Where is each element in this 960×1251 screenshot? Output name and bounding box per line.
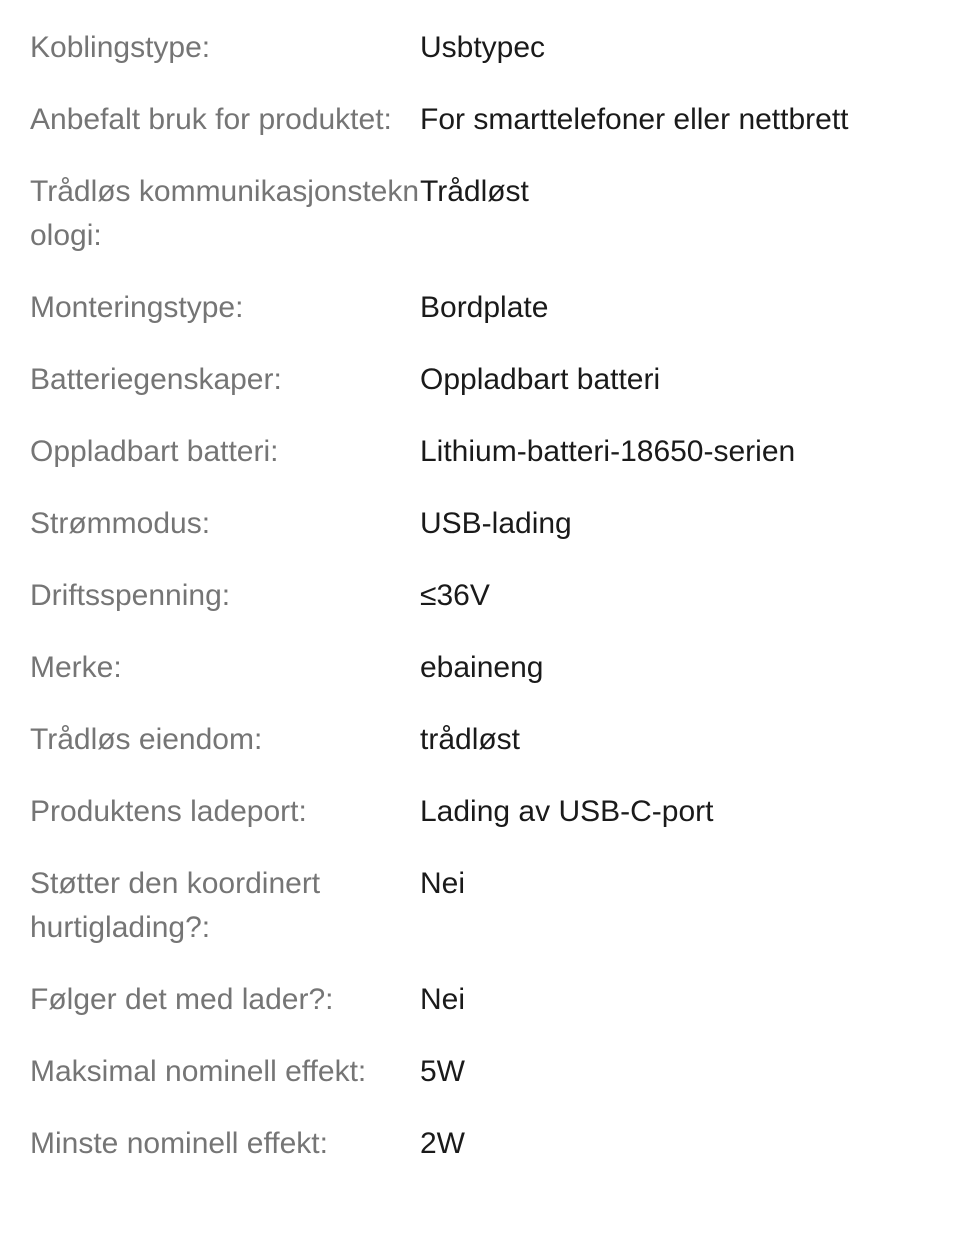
spec-row-brand — [30, 646, 930, 690]
spec-value: ≤36V — [420, 579, 490, 612]
spec-value: 5W — [420, 1055, 465, 1088]
spec-label: Koblingstype: — [30, 31, 211, 64]
spec-row-operating-voltage — [30, 574, 930, 618]
spec-label: Maksimal nominell effekt: — [30, 1055, 367, 1088]
spec-value: Oppladbart batteri — [420, 363, 661, 396]
spec-row-connection-type — [30, 26, 930, 70]
spec-label: Driftsspenning: — [30, 579, 231, 612]
spec-label: Trådløs eiendom: — [30, 723, 263, 756]
spec-value: Nei — [420, 983, 466, 1016]
spec-row-fast-charging — [30, 862, 930, 950]
spec-value: USB-lading — [420, 507, 572, 540]
spec-label: Oppladbart batteri: — [30, 435, 279, 468]
spec-row-min-rated-power — [30, 1122, 930, 1166]
spec-row-power-mode — [30, 502, 930, 546]
spec-row-wireless-technology — [30, 170, 930, 258]
spec-value: Trådløst — [420, 175, 529, 208]
spec-value: Bordplate — [420, 291, 549, 324]
spec-row-max-rated-power — [30, 1050, 930, 1094]
spec-value: ebaineng — [420, 651, 544, 684]
spec-label: Støtter den koordinert hurtiglading?: — [30, 867, 321, 944]
spec-row-charging-port — [30, 790, 930, 834]
spec-label: Batteriegenskaper: — [30, 363, 282, 396]
spec-label: Anbefalt bruk for produktet: — [30, 103, 392, 136]
spec-row-recommended-use — [30, 98, 930, 142]
spec-label: Strømmodus: — [30, 507, 211, 540]
spec-label: Produktens ladeport: — [30, 795, 307, 828]
spec-row-rechargeable-battery — [30, 430, 930, 474]
spec-label: Trådløs kommunikasjonsteknologi: — [30, 175, 420, 252]
spec-value: For smarttelefoner eller nettbrett — [420, 103, 849, 136]
spec-label: Merke: — [30, 651, 122, 684]
spec-value: 2W — [420, 1127, 465, 1160]
spec-value: Usbtypec — [420, 31, 546, 64]
spec-value: Lithium-batteri-18650-serien — [420, 435, 796, 468]
spec-label: Følger det med lader?: — [30, 983, 334, 1016]
spec-row-mounting-type — [30, 286, 930, 330]
spec-row-battery-features — [30, 358, 930, 402]
spec-row-wireless-property — [30, 718, 930, 762]
spec-value: Nei — [420, 867, 466, 900]
spec-label: Monteringstype: — [30, 291, 244, 324]
spec-value: Lading av USB-C-port — [420, 795, 714, 828]
spec-value: trådløst — [420, 723, 521, 756]
spec-row-charger-included — [30, 978, 930, 1022]
spec-label: Minste nominell effekt: — [30, 1127, 328, 1160]
